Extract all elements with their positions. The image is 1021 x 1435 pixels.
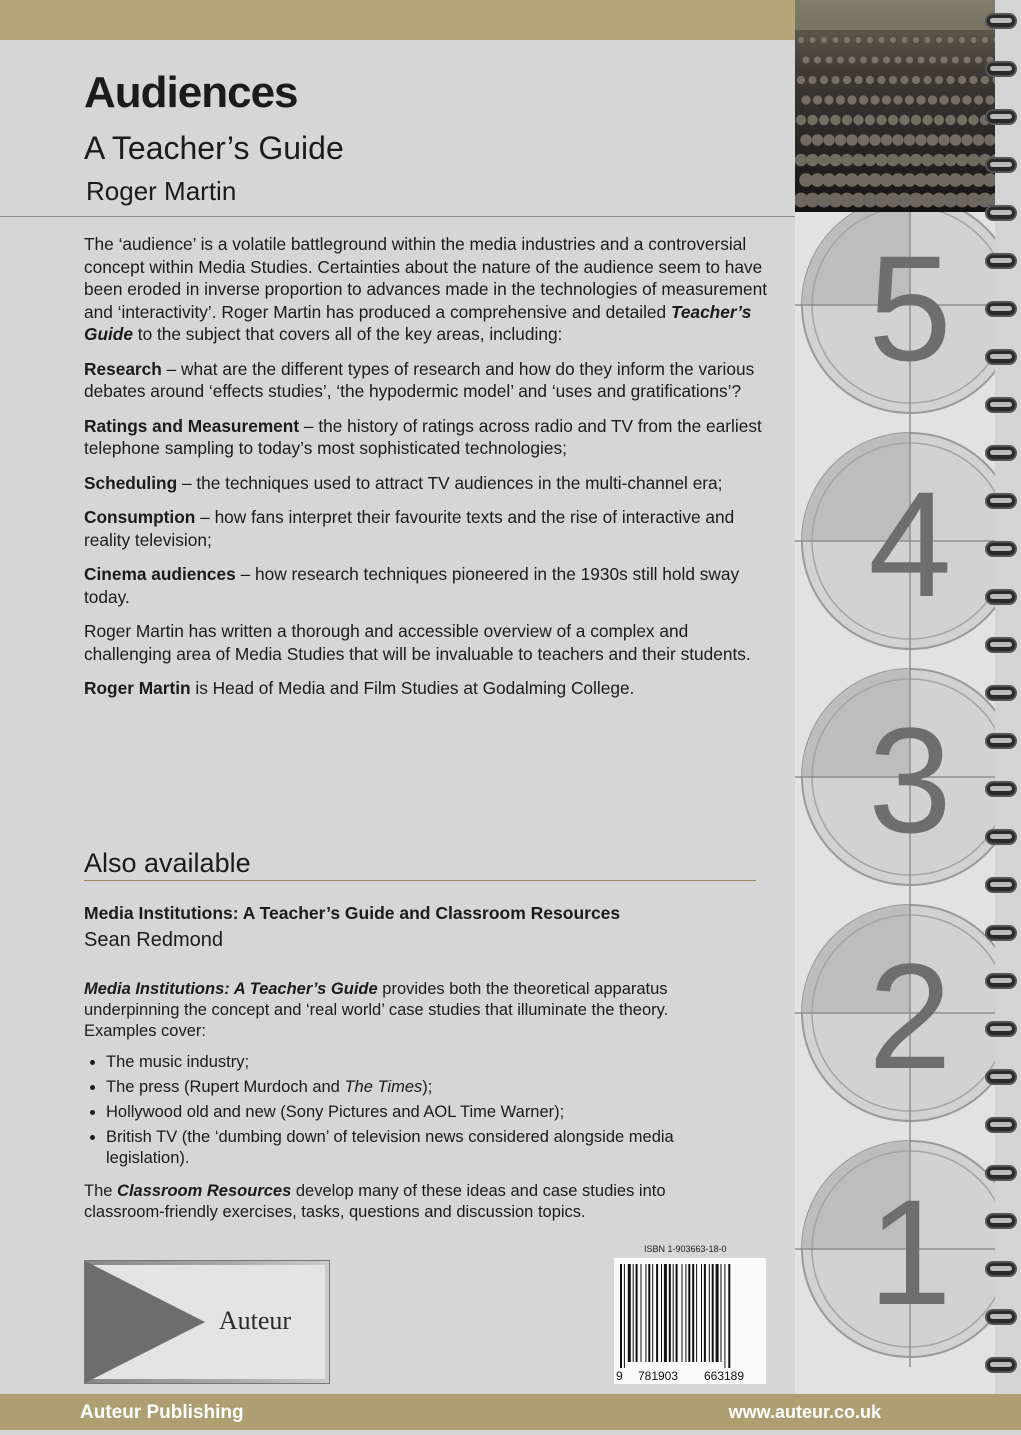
barcode-digits-right: 663189 [704, 1369, 744, 1383]
barcode [614, 1258, 766, 1384]
description [84, 233, 774, 712]
topic-consumption: Consumption – how fans interpret their favourite texts and the rise of interactive and reality television; [84, 506, 774, 551]
auteur-logo [84, 1260, 330, 1384]
logo-wordmark: Auteur [219, 1306, 292, 1335]
countdown-frame-2 [795, 895, 995, 1131]
author-bio: Roger Martin is Head of Media and Film Studies at Godalming College. [84, 677, 774, 700]
topic-research: Research – what are the different types of research and how do they inform the various debates around ‘effects studies’, ‘the hypodermic model’ and ‘uses and gratifications’? [84, 358, 774, 403]
closing-paragraph: Roger Martin has written a thorough and accessible overview of a complex and challenging area of Media Studies that will be invaluable to teachers and their students. [84, 620, 774, 665]
top-band [0, 0, 795, 40]
examples-list [84, 1052, 744, 1169]
header-divider [0, 216, 795, 217]
book-author: Roger Martin [86, 176, 236, 207]
countdown-number: 1 [868, 1168, 951, 1336]
publisher-name: Auteur Publishing [80, 1402, 244, 1424]
isbn-number: ISBN 1-903663-18-0 [644, 1244, 727, 1254]
countdown-frame-1 [795, 1131, 995, 1367]
countdown-frame-5 [795, 212, 995, 423]
countdown-number: 3 [868, 696, 951, 864]
countdown-number: 2 [868, 932, 951, 1100]
also-available-heading: Also available [84, 848, 251, 879]
book-title: Audiences [84, 68, 298, 118]
related-intro: Media Institutions: A Teacher’s Guide provides both the theoretical apparatus underpinning the concept and ‘real world’ case studies that illuminate the theory. Examples cover: [84, 979, 744, 1042]
footer-band [0, 1394, 1021, 1430]
topic-ratings: Ratings and Measurement – the history of ratings across radio and TV from the earliest telephone sampling to today’s most sophisticated technologies; [84, 415, 774, 460]
barcode-digit-prefix: 9 [616, 1369, 623, 1383]
cinema-audience-photo [795, 0, 995, 212]
related-outro: The Classroom Resources develop many of these ideas and case studies into classroom-friendly exercises, tasks, questions and discussion topics. [84, 1181, 744, 1223]
countdown-frame-3 [795, 659, 995, 895]
list-item: • The music industry; [106, 1052, 744, 1073]
topic-scheduling: Scheduling – the techniques used to attract TV audiences in the multi-channel era; [84, 472, 774, 495]
related-book-title: Media Institutions: A Teacher’s Guide and Classroom Resources [84, 903, 620, 924]
countdown-number: 5 [868, 224, 951, 392]
film-countdown-strip [795, 212, 995, 1394]
intro-paragraph: The ‘audience’ is a volatile battleground within the media industries and a controversial concept within Media Studies. Certainties about the nature of the audience seem to have been eroded in inverse proportion to advances made in the technologies of measurement and ‘interactivity’. Roger Martin has produced a comprehensive and detailed Teacher’s Guide to the subject that covers all of the key areas, including: [84, 233, 774, 346]
related-book-description [84, 979, 744, 1233]
spiral-binding [982, 0, 1021, 1430]
countdown-frame-4 [795, 423, 995, 659]
topic-cinema-audiences: Cinema audiences – how research techniques pioneered in the 1930s still hold sway today. [84, 563, 774, 608]
list-item: • The press (Rupert Murdoch and The Times); [106, 1077, 744, 1098]
also-available-divider [84, 880, 756, 881]
barcode-digits-left: 781903 [638, 1369, 678, 1383]
countdown-number: 4 [868, 460, 951, 628]
related-book-author: Sean Redmond [84, 929, 223, 952]
list-item: • British TV (the ‘dumbing down’ of television news considered alongside media legislation). [106, 1127, 744, 1169]
book-subtitle: A Teacher’s Guide [84, 130, 344, 167]
list-item: • Hollywood old and new (Sony Pictures and AOL Time Warner); [106, 1102, 744, 1123]
publisher-url[interactable]: www.auteur.co.uk [729, 1402, 881, 1423]
